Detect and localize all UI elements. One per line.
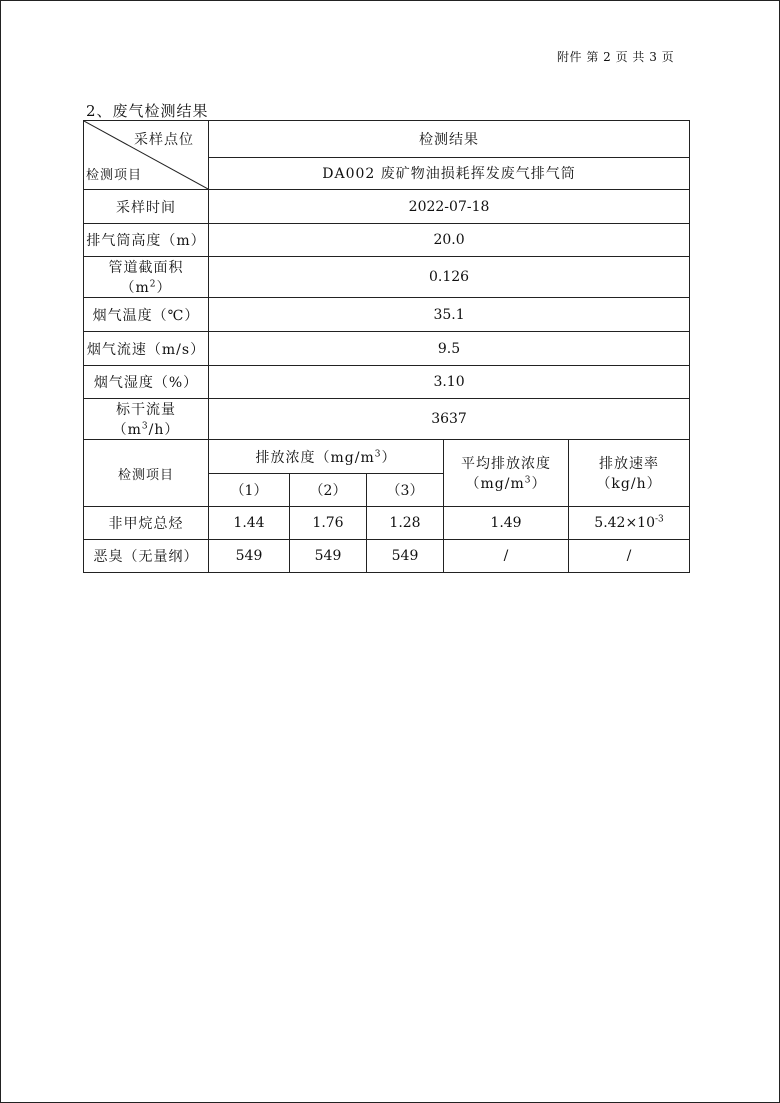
exhaust-gas-results-table	[83, 120, 690, 573]
result-average: 1.49	[444, 507, 569, 540]
result-rate: $5.42\times 10^{-3}$	[569, 507, 690, 540]
param-value-gas-humidity: 3.10	[209, 366, 690, 399]
param-value-gas-temperature: 35.1	[209, 298, 690, 332]
sample-header-1: （1）	[209, 474, 290, 507]
sampling-point-name: DA002 废矿物油损耗挥发废气排气筒	[209, 157, 690, 189]
param-value-stack-height: 20.0	[209, 224, 690, 257]
param-label-gas-temperature: 烟气温度（℃）	[84, 298, 209, 332]
result-value-3: 549	[367, 540, 444, 573]
corner-sampling-point-label: 采样点位	[134, 132, 194, 148]
table-row	[84, 540, 690, 573]
emission-concentration-header: 排放浓度$(mg/m^3)$	[209, 440, 444, 474]
param-label-duct-area: 管道截面积$(m^2)$	[84, 257, 209, 298]
param-label-sampling-time: 采样时间	[84, 190, 209, 224]
param-value-gas-velocity: 9.5	[209, 332, 690, 366]
param-label-stack-height: 排气筒高度（m）	[84, 224, 209, 257]
section-title: 2、废气检测结果	[86, 102, 209, 120]
table-row	[84, 507, 690, 540]
result-item-name: 非甲烷总烃	[84, 507, 209, 540]
result-value-2: 549	[290, 540, 367, 573]
page-header: 附件 第 2 页 共 3 页	[557, 50, 675, 64]
results-item-header: 检测项目	[84, 440, 209, 507]
param-label-dry-flow: 标干流量$(m^3/h)$	[84, 399, 209, 440]
result-value-3: 1.28	[367, 507, 444, 540]
result-value-1: 549	[209, 540, 290, 573]
param-value-sampling-time: 2022-07-18	[209, 190, 690, 224]
param-value-dry-flow: 3637	[209, 399, 690, 440]
result-header: 检测结果	[209, 121, 690, 158]
result-average: /	[444, 540, 569, 573]
param-label-gas-velocity: 烟气流速（m/s）	[84, 332, 209, 366]
param-value-duct-area: 0.126	[209, 257, 690, 298]
result-rate: /	[569, 540, 690, 573]
corner-header-cell	[84, 121, 209, 190]
average-concentration-header: 平均排放浓度 $(mg/m^3)$	[444, 440, 569, 507]
result-item-name: 恶臭（无量纲）	[84, 540, 209, 573]
corner-test-item-label: 检测项目	[86, 168, 143, 183]
emission-rate-header: 排放速率 （kg/h）	[569, 440, 690, 507]
result-value-2: 1.76	[290, 507, 367, 540]
param-label-gas-humidity: 烟气湿度（%）	[84, 366, 209, 399]
sample-header-2: （2）	[290, 474, 367, 507]
result-value-1: 1.44	[209, 507, 290, 540]
sample-header-3: （3）	[367, 474, 444, 507]
